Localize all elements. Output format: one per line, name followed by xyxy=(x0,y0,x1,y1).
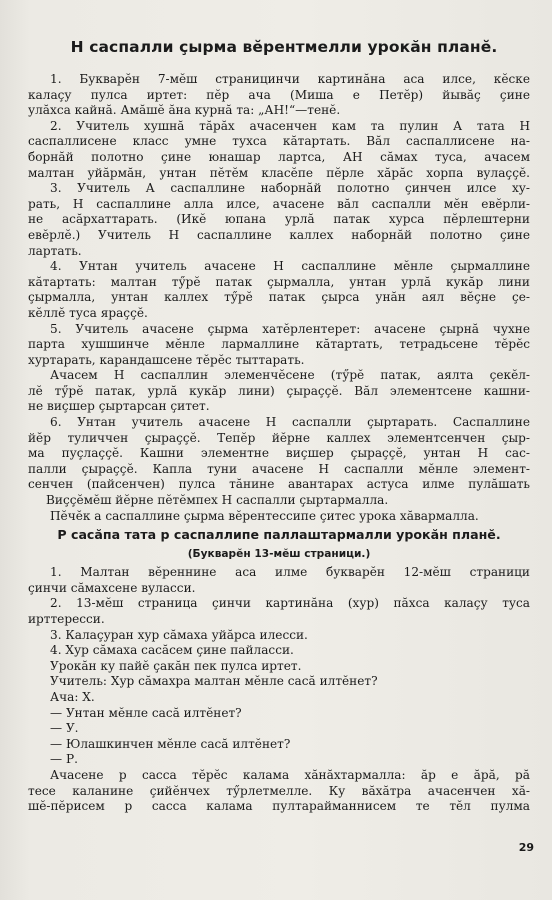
text-line: ма пуҫлаҫҫӗ. Кашни элементне виҫшер ҫыраҫҫӗ, унтан Н сас- xyxy=(28,446,530,461)
text-line: саспаллисене класс умне тухса кӑтартать. Вӑл саспаллисене на- xyxy=(28,134,530,149)
text-line: 1. Букварӗн 7-мӗш страницинчи картинӑна аса илсе, кӗске xyxy=(50,72,530,86)
text-line: Ача: Х. xyxy=(50,689,95,704)
text-line: 3. Калаҫуран хур сӑмаха уйӑрса илесси. xyxy=(50,627,308,642)
text-line: палли ҫыраҫҫӗ. Капла туни ачасене Н саспалли мӗнле элемент- xyxy=(28,461,530,476)
text-line: парта хушшинче мӗнле лармаллине кӑтартать, тетрадьсене тӗрӗс xyxy=(28,337,530,352)
text-line: Учитель: Хур сӑмахра малтан мӗнле сасӑ илтӗнет? xyxy=(50,674,378,689)
text-line: улӑхса кайнӑ. Амӑшӗ ӑна курнӑ та: „АН!“—тенӗ. xyxy=(28,103,341,118)
text-line: борнӑй полотно ҫине юнашар лартса, АН сӑмах туса, ачасем xyxy=(28,149,530,164)
text-line: лӗ тӳрӗ патак, урлӑ кукӑр лини) ҫыраҫҫӗ. Вӑл элементсене кашни- xyxy=(28,383,530,398)
text-line: 2. Учитель хушнӑ тӑрӑх ачасенчен кам та пулин А тата Н xyxy=(50,118,530,133)
section-2-subhead: (Букварӗн 13-мӗш страници.) xyxy=(187,548,371,561)
text-line: Урокӑн ку пайӗ ҫакӑн пек пулса иртет. xyxy=(50,658,302,673)
lesson-plan-section-1 xyxy=(28,72,530,524)
text-line: 1. Малтан вӗреннине аса илме букварӗн 12-мӗш страници xyxy=(50,565,530,580)
text-line: кӑтартать: малтан тӳрӗ патак ҫырмалла, унтан урлӑ кукӑр лини xyxy=(28,274,530,289)
text-line: рать, Н саспаллине алла илсе, ачасене вӑл саспалли мӗн евӗрли- xyxy=(28,196,530,211)
text-line: калаҫу пулса иртет: пӗр ача (Миша е Петӗр) йывӑҫ ҫине xyxy=(28,87,530,102)
text-line: малтан уйӑрмӑн, унтан пӗтӗм класӗпе пӗрле хӑрӑс хорпа вулаҫҫӗ. xyxy=(28,165,530,180)
text-line: 4. Хур сӑмаха сасӑсем ҫине пайласси. xyxy=(50,643,294,658)
text-line: Пӗчӗк а саспаллине ҫырма вӗрентессипе ҫитес урока хӑвармалла. xyxy=(50,508,479,523)
text-line: хуртарать, карандашсене тӗрӗс тыттарать. xyxy=(28,352,305,367)
text-line: Виҫҫӗмӗш йӗрне пӗтӗмпех Н саспалли ҫыртармалла. xyxy=(46,493,389,508)
text-line: 3. Учитель А саспаллине наборнӑй полотно ҫинчен илсе ху- xyxy=(50,181,530,196)
text-line: сенчен (пайсенчен) пулса тӑнине авантарах астуса илме пулӑшать xyxy=(28,477,530,492)
text-line: ҫырмалла, унтан каллех тӳрӗ патак ҫырса унӑн аял вӗҫне ҫе- xyxy=(28,290,530,305)
text-line: кӗллӗ туса яраҫҫӗ. xyxy=(28,305,148,320)
lesson-plan-section-2 xyxy=(28,565,530,815)
text-line: евӗрлӗ.) Учитель Н саспаллине каллех наборнӑй полотно ҫине xyxy=(28,227,530,242)
text-line: не виҫшер ҫыртарсан ҫитет. xyxy=(28,399,210,414)
page-number: 29 xyxy=(518,841,534,854)
text-line: тесе каланине ҫийӗнчех тӳрлетмелле. Ку вӑхӑтра ачасенчен хӑ- xyxy=(28,783,530,798)
text-line: Ачасене р сасса тӗрӗс калама хӑнӑхтармалла: ӑр е ӑрӑ, рӑ xyxy=(50,767,530,782)
text-line: не асӑрхаттарать. (Икӗ юпана урлӑ патак хурса пӗрлештерни xyxy=(28,212,530,227)
text-line: йӗр туличчен ҫыраҫҫӗ. Тепӗр йӗрне каллех элементсенчен ҫыр- xyxy=(28,430,530,445)
text-line: 5. Учитель ачасене ҫырма хатӗрлентерет: ачасене ҫырнӑ чухне xyxy=(50,321,530,336)
page-title: Н саспалли ҫырма вӗрентмелли урокӑн планӗ. xyxy=(70,38,498,56)
text-line: 6. Унтан учитель ачасене Н саспалли ҫыртарать. Саспаллине xyxy=(50,415,530,430)
text-line: — Унтан мӗнле сасӑ илтӗнет? xyxy=(50,705,242,720)
text-line: Ачасем Н саспаллин элеменчӗсене (тӳрӗ патак, аялта ҫекӗл- xyxy=(50,368,530,383)
text-line: ҫинчи сӑмахсене вуласси. xyxy=(28,580,196,595)
text-line: — Р. xyxy=(50,752,78,767)
text-line: 2. 13-мӗш страница ҫинчи картинӑна (хур) пӑхса калаҫу туса xyxy=(50,596,530,611)
section-2-title: Р сасӑпа тата р саспаллипе паллаштармалли урокӑн планӗ. xyxy=(57,527,501,543)
text-line: — У. xyxy=(50,721,79,736)
text-line: ирттересси. xyxy=(28,612,105,626)
text-line: шӗ-пӗрисем р сасса калама пултарайманнисем те тӗл пулма xyxy=(28,799,530,814)
text-line: лартать. xyxy=(28,243,82,258)
text-line: — Юлашкинчен мӗнле сасӑ илтӗнет? xyxy=(50,736,291,751)
text-line: 4. Унтан учитель ачасене Н саспаллине мӗнле ҫырмаллине xyxy=(50,259,530,274)
